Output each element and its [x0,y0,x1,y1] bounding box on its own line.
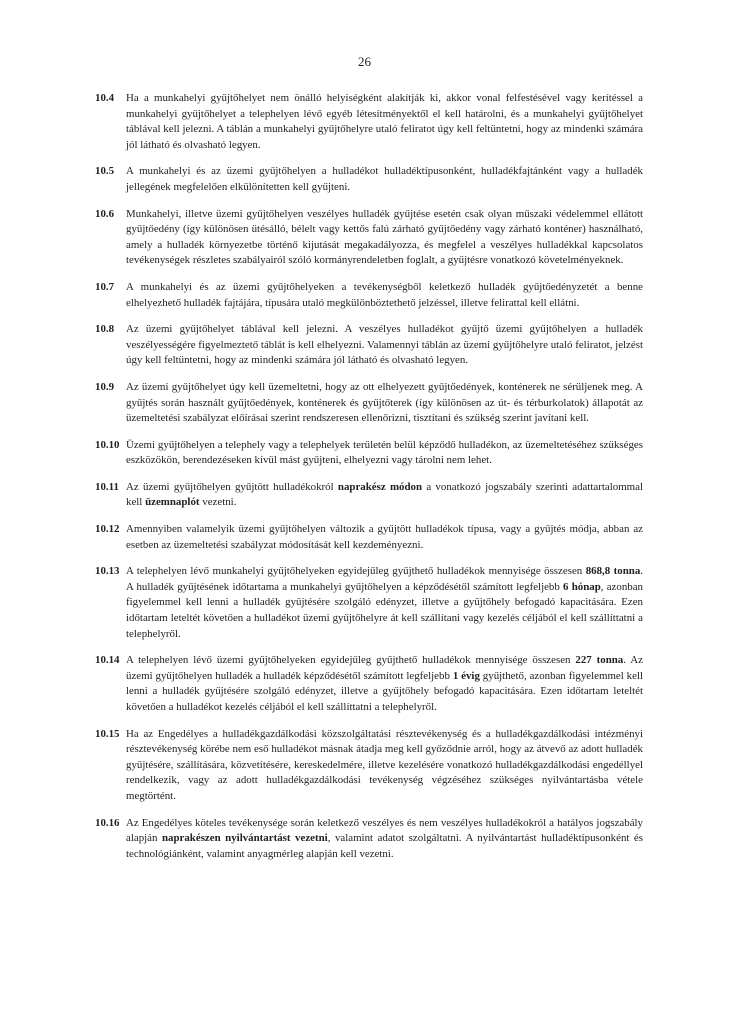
section-paragraph [95,564,643,642]
text-run: vezetni. [199,496,237,509]
section-number: 10.12 [95,523,120,536]
text-run: , valamint adatot szolgáltatni. A nyilvántartást hulladéktípusonként és technológiánként, valamint anyagmérleg alapján kell vezetni. [126,832,644,860]
emphasized-text: üzemnaplót [145,496,200,509]
section-paragraph [95,380,643,427]
section-text [126,727,643,805]
section-paragraph [95,207,643,269]
section-number: 10.11 [95,480,119,493]
section-number: 10.16 [95,816,120,829]
text-run: A munkahelyi és az üzemi gyűjtőhelyen a hulladékot hulladéktípusonként, hulladékfajtánként vagy a hulladék jellegének megfelelően elkülönítetten kell gyűjteni. [126,165,643,193]
section-text [126,816,643,863]
section-paragraph [95,91,643,153]
section-text [126,280,643,311]
section-number: 10.10 [95,438,120,451]
text-run: A munkahelyi és az üzemi gyűjtőhelyeken a tevékenységből keletkező hulladék gyűjtőedényzetét a benne elhelyezhető hulladék fajtájára, típusára utaló megkülönböztethető jelzéssel, illetve felirattal kell ellátni. [126,280,643,309]
text-run: Az üzemi gyűjtőhelyen gyűjtött hulladékokról [126,480,338,493]
section-text [126,91,643,153]
section-text [126,164,643,195]
section-paragraph [95,727,643,805]
emphasized-text: 868,8 tonna [585,565,641,578]
text-run: Ha az Engedélyes a hulladékgazdálkodási közszolgáltatási résztevékenység és a hulladékgazdálkodási intézményi résztevékenység körébe nem eső hulladékot másnak átadja meg kell győződnie arról, hogy az átvevő az adott hulladék gyűjtésére, szállítására, közvetítésére, kereskedelmére, illetve kezelésére vonatkozó hulladékgazdálkodási engedéllyel rendelkezik, vagy az adott hulladékgazdálkodási tevékenység végzéséhez szükséges nyilvántartásba vétele megtörtént. [126,727,643,802]
text-run: a vonatkozó jogszabály szerinti adattartalommal kell [126,480,643,509]
document-body [95,91,643,873]
section-paragraph [95,816,643,863]
section-number: 10.15 [95,727,120,740]
text-run: Amennyiben valamelyik üzemi gyűjtőhelyen változik a gyűjtött hulladékok típusa, vagy a gyűjtés módja, abban az esetben az üzemeltetési szabályzat módosítását kell kezdeményezni. [126,523,643,551]
text-run: . A hulladék gyűjtésének időtartama a munkahelyi gyűjtőhelyen a képződésétől számított legfeljebb [126,565,644,593]
section-paragraph [95,480,643,511]
text-run: gyűjthető, azonban figyelemmel kell lenni a hulladék gyűjtésére szolgáló edényzet, illetve a gyűjtőhely befogadó kapacitására. Ezen időtartam leteltét követően a hulladékot kezelés céljából el kell szállíttatni a telephelyről. [126,669,644,713]
section-text [126,522,643,553]
text-run: , azonban figyelemmel kell lenni a hulladék gyűjtésére szolgáló edényzet, illetve a gyűjtőhely befogadó kapacitására. Ezen időtartam leteltét követően a hulladékot üzemi gyűjtőhelyre át kell szállítani vagy kezelés céljából el kell szállíttatni a telephelyről. [126,580,644,640]
section-text [126,322,643,369]
text-run: Üzemi gyűjtőhelyen a telephely vagy a telephelyek területén belül képződő hulladékon, az üzemeltetéséhez szükséges eszközökön, berendezéseken kívül mást gyűjteni, elhelyezni vagy tárolni nem lehet. [126,438,643,467]
section-number: 10.4 [95,92,115,104]
section-paragraph [95,322,643,369]
emphasized-text: naprakészen nyilvántartást vezetni [161,832,328,845]
emphasized-text: naprakész módon [337,480,423,493]
text-run: Ha a munkahelyi gyűjtőhelyet nem önálló helyiségként alakítják ki, akkor vonal felfestésével vagy kerítéssel a munkahelyi gyűjtőhelyet a telephelyen lévő egyéb létesítményektől el kell határolni, és a munkahelyi gyűjtőhelyet táblával kell jelezni. A táblán a munkahelyi gyűjtőhelyre utaló feliratot úgy kell feltüntetni, hogy az mindenki számára jól látható és olvasható legyen. [126,92,643,151]
emphasized-text: 1 évig [452,669,480,682]
text-run: A telephelyen lévő munkahelyi gyűjtőhelyeken egyidejűleg gyűjthető hulladékok mennyisége összesen [126,565,586,578]
section-number: 10.14 [95,654,120,667]
emphasized-text: 227 tonna [575,654,624,667]
section-number: 10.5 [95,165,115,178]
section-number: 10.13 [95,565,120,578]
section-text [126,564,643,642]
section-number: 10.9 [95,380,115,393]
section-paragraph [95,522,643,553]
page-number: 26 [358,54,371,69]
text-run: A telephelyen lévő üzemi gyűjtőhelyeken egyidejűleg gyűjthető hulladékok mennyisége összesen [126,654,576,667]
text-run: . Az üzemi gyűjtőhelyen hulladék a hulladék képződésétől számított legfeljebb [126,654,643,682]
section-text [126,207,643,269]
section-paragraph [95,653,643,715]
emphasized-text: 6 hónap [563,580,601,593]
section-paragraph [95,280,643,311]
section-text [126,653,643,715]
section-paragraph [95,438,643,469]
text-run: Az üzemi gyűjtőhelyet úgy kell üzemeltetni, hogy az ott elhelyezett gyűjtőedények, konténerek ne sérüljenek meg. A gyűjtés során használt gyűjtőedények, konténerek és gyűjtőterek (így különösen az út- és térburkolatok) állapotát az üzemeltetési szabályzat előírásai szerint rendszeresen ellenőrizni, tisztítani és szükség szerint javítani kell. [126,380,643,425]
section-number: 10.7 [95,280,115,293]
section-number: 10.8 [95,323,115,336]
text-run: Az Engedélyes köteles tevékenysége során keletkező veszélyes és nem veszélyes hulladékokról a hatályos jogszabály alapján [126,816,643,845]
section-text [126,480,643,511]
section-paragraph [95,164,643,195]
text-run: Az üzemi gyűjtőhelyet táblával kell jelezni. A veszélyes hulladékot gyűjtő üzemi gyűjtőhelyen a hulladék veszélyességére figyelmeztető táblát is kell elhelyezni. Valamennyi táblán az üzemi gyűjtőhelyre utaló feliratot, jelzést úgy kell feltüntetni, hogy az mindenki számára jól látható és olvasható legyen. [126,323,643,367]
section-number: 10.6 [95,207,115,220]
section-text [126,380,643,427]
section-text [126,438,643,469]
text-run: Munkahelyi, illetve üzemi gyűjtőhelyen veszélyes hulladék gyűjtése esetén csak olyan műszaki védelemmel ellátott gyűjtőedény (így különösen ütésálló, bélelt vagy kettős falú zárható gyűjtőedény vagy zárható konténer) használható, amely a hulladék környezetbe történő kijutását megakadályozza, és megfelel a veszélyes hulladékkal kapcsolatos tevékenységek részletes szabályairól szóló kormányrendeletben foglalt, a gyűjtésre vonatkozó követelményeknek. [126,207,643,267]
